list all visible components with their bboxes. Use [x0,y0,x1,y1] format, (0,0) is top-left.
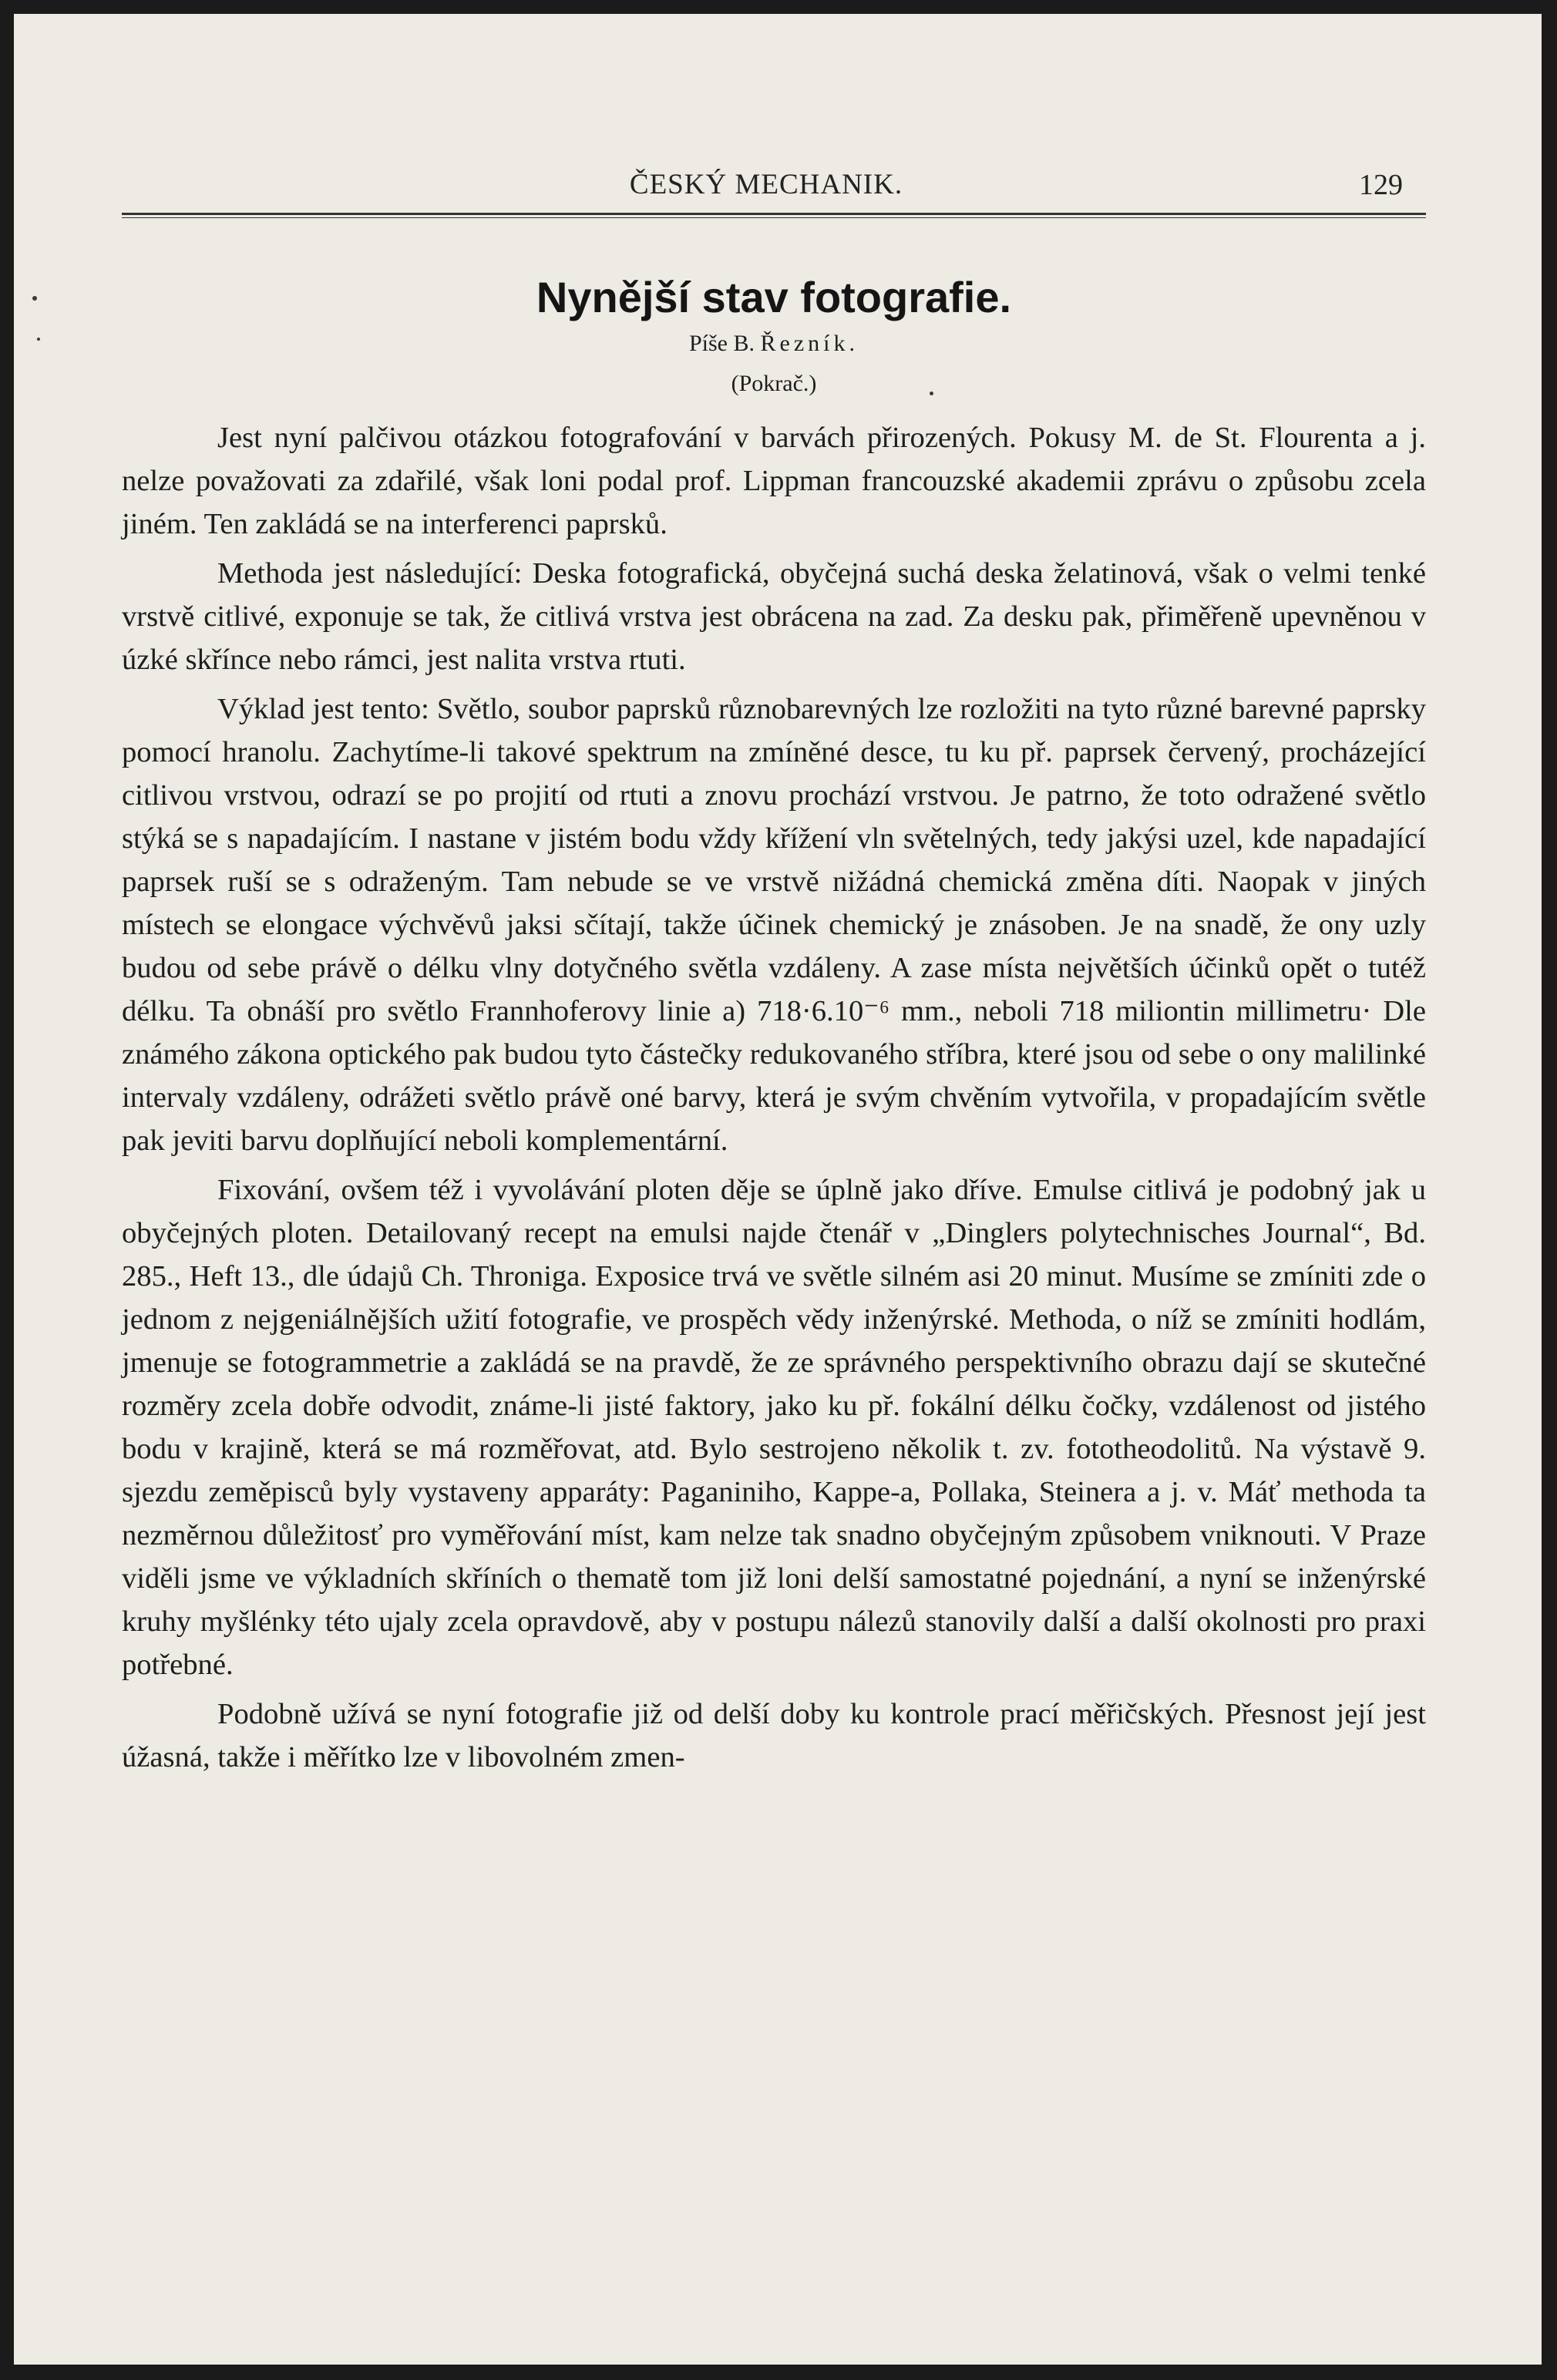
ink-speck [32,296,37,301]
continued-note: (Pokrač.) [731,371,817,396]
paragraph: Výklad jest tento: Světlo, soubor paprsků různobarevných lze rozložiti na tyto různé barevné paprsky pomocí hranolu. Zachytíme-li takové spektrum na zmíněné desce, tu ku př. paprsek červený, procházející citlivou vrstvou, odrazí se po projití od rtuti a znovu prochází vrstvou. Je patrno, že toto odražené světlo stýká se s napadajícím. I nastane v jistém bodu vždy křížení vln světelných, tedy jakýsi uzel, kde napadající paprsek ruší se s odraženým. Tam nebude se ve vrstvě nižádná chemická změna díti. Naopak v jiných místech se elongace výchvěvů jaksi sčítají, takže účinek chemický je znásoben. Je na snadě, že ony uzly budou od sebe právě o délku vlny dotyčného světla vzdáleny. A zase místa největších účinků opět o tutéž délku. Ta obnáší pro světlo Frannhoferovy linie a) 718·6.10⁻⁶ mm., neboli 718 miliontin millimetru· Dle známého zákona optického pak budou tyto částečky redukovaného stříbra, které jsou od sebe o ony malilinké intervaly vzdáleny, odrážeti světlo právě oné barvy, která je svým chvěním vytvořila, v propadajícím světle pak jeviti barvu doplňující neboli komplementární. [122,693,1426,1157]
article-title: Nynější stav fotografie. [536,273,1012,321]
scanned-page [14,14,1542,2365]
ink-speck [930,392,933,395]
header-rule [122,213,1426,218]
byline-prefix: Píše B. [688,331,755,356]
ink-speck [37,338,40,341]
paragraph: Jest nyní palčivou otázkou fotografování v barvách přirozených. Pokusy M. de St. Flourenta a j. nelze považovati za zdařilé, však loni podal prof. Lippman francouzské akademii zprávu o způsobu zcela jiném. Ten zakládá se na interferenci paprsků. [122,422,1426,540]
page-number: 129 [1359,169,1403,201]
paragraph: Methoda jest následující: Deska fotografická, obyčejná suchá deska želatinová, však o velmi tenké vrstvě citlivé, exponuje se tak, že citlivá vrstva jest obrácena na zad. Za desku pak, přiměřeně upevněnou v úzké skřínce nebo rámci, jest nalita vrstva rtuti. [122,557,1426,676]
byline [122,328,1426,359]
paragraph: Fixování, ovšem též i vyvolávání ploten děje se úplně jako dříve. Emulse citlivá je podobný jak u obyčejných ploten. Detailovaný recept na emulsi najde čtenář v „Dinglers polytechnisches Journal“, Bd. 285., Heft 13., dle údajů Ch. Throniga. Exposice trvá ve světle silném asi 20 minut. Musíme se zmíniti zde o jednom z nejgeniálnějších užití fotografie, ve prospěch vědy inženýrské. Methoda, o níž se zmíniti hodlám, jmenuje se fotogrammetrie a zakládá se na pravdě, že ze správného perspektivního obrazu dají se skutečné rozměry zcela dobře odvodit, známe-li jisté faktory, jako ku př. fokální délku čočky, vzdálenost od jistého bodu v krajině, která se má rozměřovat, atd. Bylo sestrojeno několik t. zv. fototheodolitů. Na výstavě 9. sjezdu zeměpisců byly vystaveny apparáty: Paganiniho, Kappe-a, Pollaka, Steinera a j. v. Máť methoda ta nezměrnou důležitosť pro vyměřování míst, kam nelze tak snadno obyčejným způsobem vniknouti. V Praze viděli jsme ve výkladních skříních o thematě tom již loni delší samostatné pojednání, a nyní se inženýrské kruhy myšlénky této ujaly zcela opravdově, aby v postupu nálezů stanovily další a další okolnosti pro praxi potřebné. [122,1174,1426,1681]
running-head [122,165,1411,211]
article [122,268,1426,1779]
body-text [122,416,1426,1779]
author-name: Řezník. [760,331,859,356]
journal-title: ČESKÝ MECHANIK. [629,169,903,200]
paragraph: Podobně užívá se nyní fotografie již od delší doby ku kontrole prací měřičských. Přesnost její jest úžasná, takže i měřítko lze v libovolném zmen- [122,1698,1426,1773]
